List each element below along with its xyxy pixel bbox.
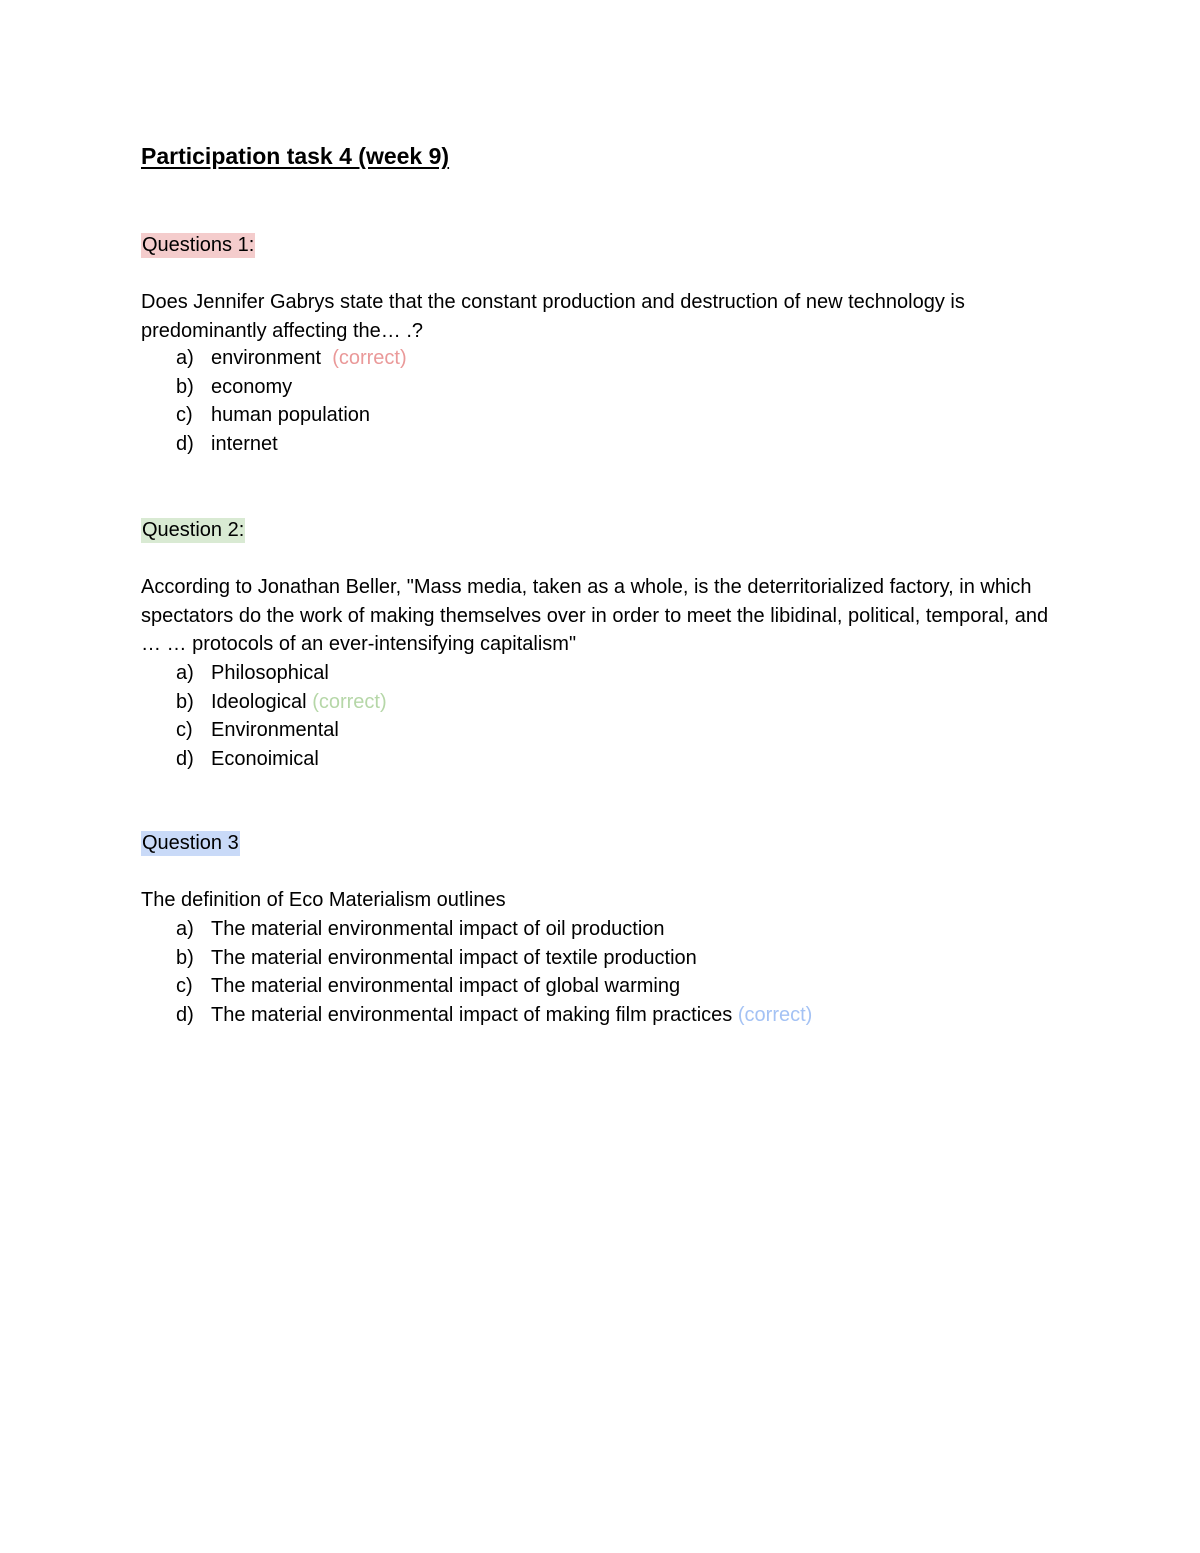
question-3-option-d — [176, 1001, 812, 1030]
question-1-options — [176, 344, 407, 458]
question-1-option-a — [176, 344, 407, 373]
option-letter: a) — [176, 662, 194, 684]
option-text: Ideological (correct) — [211, 690, 387, 713]
question-2-heading — [141, 517, 245, 543]
question-2-option-a — [176, 659, 387, 688]
option-letter: b) — [176, 690, 194, 713]
option-letter: a) — [176, 918, 194, 940]
question-3-heading-label: Question 3 — [142, 832, 239, 854]
question-3-option-a — [176, 915, 812, 944]
question-2-option-b — [176, 688, 387, 717]
option-letter: c) — [176, 975, 193, 998]
question-1-text: Does Jennifer Gabrys state that the constant production and destruction of new technology is predominantly affecting the… .? — [141, 291, 965, 342]
question-1-option-d — [176, 430, 407, 459]
option-letter: c) — [176, 719, 193, 742]
correct-mark: (correct) — [312, 690, 387, 713]
option-text: Environmental — [211, 719, 339, 742]
question-2-option-d — [176, 745, 387, 774]
option-text: Philosophical — [211, 662, 329, 684]
question-3-heading — [141, 830, 240, 856]
question-2-heading-label: Question 2: — [142, 519, 245, 541]
option-text: environment (correct) — [211, 347, 407, 369]
option-letter: d) — [176, 432, 194, 455]
option-letter: c) — [176, 404, 193, 427]
question-3-option-c — [176, 972, 812, 1001]
question-1-heading — [141, 232, 255, 258]
option-letter: d) — [176, 747, 194, 770]
correct-mark: (correct) — [332, 347, 407, 369]
question-3-options — [176, 915, 812, 1029]
question-2-options — [176, 659, 387, 773]
page-title: Participation task 4 (week 9) — [141, 143, 450, 169]
question-2-text: According to Jonathan Beller, "Mass media, taken as a whole, is the deterritorialized factory, in which spectators do the work of making themselves over in order to meet the libidinal, political, temporal, and … … protocols of an ever-intensifying capitalism" — [141, 576, 1049, 655]
correct-mark: (correct) — [737, 1003, 813, 1026]
option-text: economy — [211, 375, 293, 398]
option-text: human population — [211, 404, 371, 427]
option-text: The material environmental impact of textile production — [211, 946, 697, 969]
question-2-option-c — [176, 716, 387, 745]
question-3-option-b — [176, 944, 812, 973]
question-1-option-b — [176, 373, 407, 402]
option-letter: d) — [176, 1003, 194, 1026]
option-text: The material environmental impact of making film practices (correct) — [211, 1003, 813, 1026]
option-text: Econoimical — [211, 747, 319, 770]
option-text: internet — [211, 432, 278, 455]
option-text: The material environmental impact of global warming — [211, 975, 681, 998]
question-1-heading-label: Questions 1: — [142, 234, 255, 256]
option-text: The material environmental impact of oil production — [211, 918, 665, 940]
question-1-option-c — [176, 401, 407, 430]
option-letter: b) — [176, 946, 194, 969]
option-letter: b) — [176, 375, 194, 398]
question-3-text: The definition of Eco Materialism outlines — [141, 889, 506, 911]
option-letter: a) — [176, 347, 194, 369]
